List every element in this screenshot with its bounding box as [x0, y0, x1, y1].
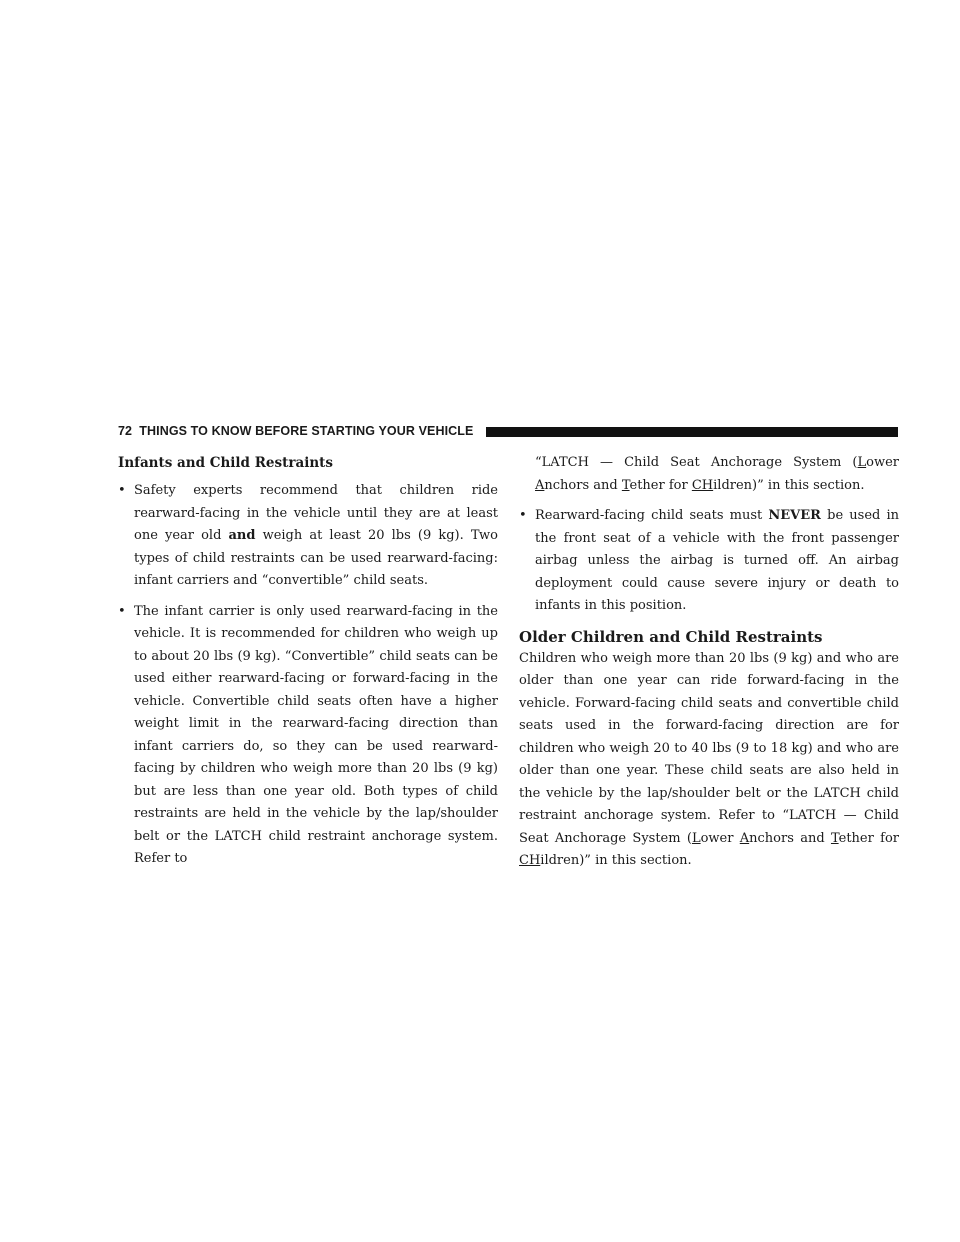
section-heading-older-children: Older Children and Child Restraints	[519, 627, 823, 646]
text-run: “LATCH — Child Seat Anchorage System (	[535, 455, 858, 470]
text-run: ether for	[838, 830, 899, 846]
page-header	[118, 422, 898, 440]
right-column	[519, 452, 899, 873]
underlined-letter: T	[830, 830, 839, 846]
text-run: ower	[866, 455, 899, 470]
underlined-letter: L	[691, 830, 701, 846]
underlined-letter: L	[857, 455, 867, 470]
underlined-letter: A	[739, 830, 750, 846]
emphasis-and: and	[228, 528, 256, 543]
body-paragraph	[519, 648, 899, 873]
underlined-letter: CH	[519, 853, 541, 868]
bullet-text: weigh at least 20 lbs (9 kg). Two types of child restraints can be used rearward-facing: infant carriers and “convertible” child seats.	[134, 528, 498, 588]
underlined-letter: CH	[691, 477, 714, 493]
bullet-dot: •	[118, 603, 126, 619]
bullet-dot: •	[118, 483, 126, 498]
text-run: nchors and	[544, 477, 622, 493]
left-column	[118, 452, 498, 879]
bullet-continuation	[519, 452, 899, 497]
emphasis-never: NEVER	[768, 508, 821, 523]
text-run: ildren)” in this section.	[713, 477, 865, 493]
bullet-text: The infant carrier is only used rearward-facing in the vehicle. It is recommended for children who weigh up to about 20 lbs (9 kg). “Convertible” child seats can be used either rearward-facing or forward-facing in the vehicle. Convertible child seats often have a higher weight limit in the rearward-facing direction than infant carriers do, so they can be used rearward-facing by children who weigh more than 20 lbs (9 kg) but are less than one year old. Both types of child restraints are held in the vehicle by the lap/shoulder belt or the LATCH child restraint anchorage system. Refer to	[134, 603, 498, 866]
underlined-letter: A	[535, 477, 545, 493]
bullet-item	[118, 480, 498, 593]
bullet-item	[118, 601, 498, 871]
subheading-infants: Infants and Child Restraints	[118, 455, 333, 471]
text-run: ether for	[629, 477, 692, 493]
bullet-text: Rearward-facing child seats must	[535, 508, 769, 523]
header-title: THINGS TO KNOW BEFORE STARTING YOUR VEHICLE	[139, 424, 474, 438]
text-run: ildren)” in this section.	[540, 853, 692, 868]
text-run: nchors and	[749, 830, 831, 846]
text-run: ower	[700, 830, 740, 846]
bullet-item	[519, 505, 899, 618]
page-number: 72	[118, 424, 133, 438]
underlined-letter: T	[621, 477, 630, 493]
bullet-dot: •	[519, 508, 527, 523]
header-rule	[486, 427, 898, 437]
running-header	[118, 422, 473, 440]
bullet-text: Safety experts recommend that children ride rearward-facing in the vehicle until they are at least one year old	[134, 483, 498, 543]
bullet-text: be used in the front seat of a vehicle with the front passenger airbag unless the airbag is turned off. An airbag deployment could cause severe injury or death to infants in this position.	[535, 508, 899, 613]
text-run: Children who weigh more than 20 lbs (9 kg) and who are older than one year can ride forward-facing in the vehicle. Forward-facing child seats and convertible child seats used in the forward-facing direction are for children who weigh 20 to 40 lbs (9 to 18 kg) and who are older than one year. These child seats are also held in the vehicle by the lap/shoulder belt or the LATCH child restraint anchorage system. Refer to “LATCH — Child Seat Anchorage System (	[519, 650, 899, 846]
